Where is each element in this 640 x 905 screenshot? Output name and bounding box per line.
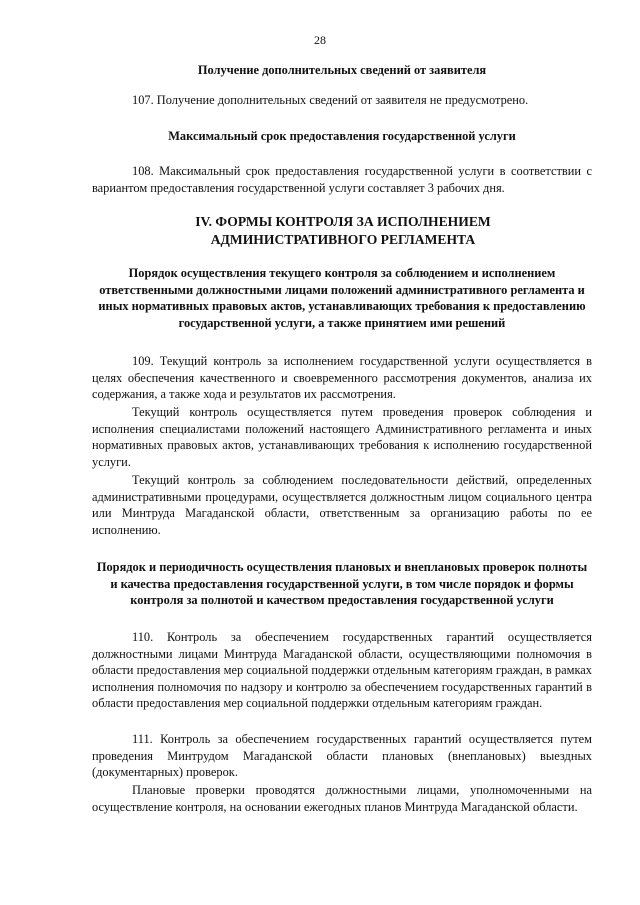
paragraph-111-b: Плановые проверки проводятся должностными лицами, уполномоченными на осуществление контроля, на основании ежегодных планов Минтруда Магаданской области. [92, 783, 592, 814]
heading-max-term: Максимальный срок предоставления государственной услуги [168, 129, 516, 143]
heading-inspections: Порядок и периодичность осуществления плановых и внеплановых проверок полноты и качества предоставления государственной услуги, в том числе порядок и формы контроля за полнотой и качеством предоставления государственной услуги [96, 560, 588, 608]
chapter-heading-iv: IV. ФОРМЫ КОНТРОЛЯ ЗА ИСПОЛНЕНИЕМ АДМИНИСТРАТИВНОГО РЕГЛАМЕНТА [195, 214, 491, 247]
paragraph-107: 107. Получение дополнительных сведений от заявителя не предусмотрено. [132, 93, 529, 107]
paragraph-109: 109. Текущий контроль за исполнением государственной услуги осуществляется в целях обеспечения качественного и своевременного рассмотрения документов, анализа их содержания, а также хода и результатов их рассмотрения. [92, 354, 592, 402]
paragraph-110: 110. Контроль за обеспечением государственных гарантий осуществляется должностными лицами Минтруда Магаданской области, осуществляющими полномочия в области предоставления мер социальной поддержки отдельным категориям граждан, в рамках исполнения полномочия по надзору и контролю за обеспечением государственных гарантий в области предоставления мер социальной поддержки отдельным категориям граждан. [92, 630, 592, 711]
paragraph-109-b: Текущий контроль осуществляется путем проведения проверок соблюдения и исполнения специалистами положений настоящего Административного регламента и иных нормативных правовых актов, устанавливающих требования к исполнению государственной услуги. [92, 405, 592, 469]
paragraph-109-c: Текущий контроль за соблюдением последовательности действий, определенных административными процедурами, осуществляется должностным лицом социального центра или Минтруда Магаданской области, ответственным за организацию работы по ее исполнению. [92, 473, 592, 537]
paragraph-108: 108. Максимальный срок предоставления государственной услуги в соответствии с вариантом предоставления государственной услуги составляет 3 рабочих дня. [92, 164, 592, 195]
heading-additional-info: Получение дополнительных сведений от заявителя [197, 63, 487, 77]
paragraph-111: 111. Контроль за обеспечением государственных гарантий осуществляется путем проведения Минтрудом Магаданской области плановых (внеплановых) выездных (документарных) проверок. [92, 732, 592, 780]
heading-current-control: Порядок осуществления текущего контроля за соблюдением и исполнением ответственными должностными лицами положений административного регламента и иных нормативных правовых актов, устанавливающих требования к предоставлению государственной услуги, а также принятием ими решений [98, 266, 586, 330]
page-number: 28 [314, 33, 326, 47]
